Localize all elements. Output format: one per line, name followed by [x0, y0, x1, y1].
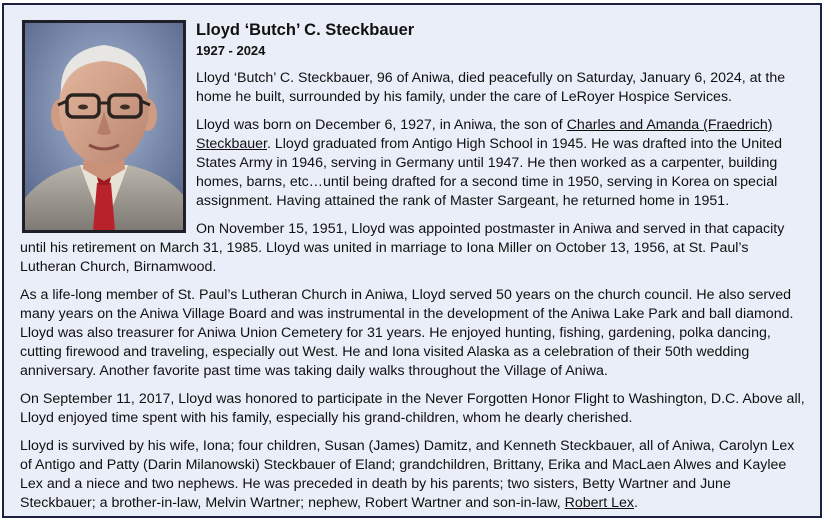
paragraph-community: As a life-long member of St. Paul’s Lutheran Church in Aniwa, Lloyd served 50 years on the church council. He also served many years on the Aniwa Village Board and was instrumental in the development of the Aniwa Lake Park and ball diamond. Lloyd was also treasurer for Aniwa Union Cemetery for 31 years. He enjoyed hunting, fishing, gardening, polka dancing, cutting firewood and traveling, especially out West. He and Iona visited Alaska as a celebration of their 50th wedding anniversary. Another favorite past time was taking daily walks throughout the Village of Aniwa.: [20, 287, 794, 379]
paragraph-text: .: [634, 495, 638, 511]
paragraph-survivors: [20, 437, 806, 513]
robert-lex-link[interactable]: Robert Lex: [564, 495, 635, 511]
paragraph-death-notice: Lloyd ‘Butch’ C. Steckbauer, 96 of Aniwa, died peacefully on Saturday, January 6, 2024, at the home he built, surrounded by his family, under the care of LeRoyer Hospice Services.: [196, 70, 786, 105]
paragraph-honor-flight: On September 11, 2017, Lloyd was honored to participate in the Never Forgotten Honor Flight to Washington, D.C. Above all, Lloyd enjoyed time spent with his family, especially his grand-children, whom he dearly cherished.: [20, 391, 805, 426]
obituary-text: [20, 18, 806, 522]
paragraph-text: . Lloyd graduated from Antigo High School in 1945. He was drafted into the United States Army in 1946, serving in Germany until 1947. He then worked as a carpenter, building homes, barns, etc…until being drafted for a second time in 1950, serving in Korea on special assignment. Having attained the rank of Master Sargeant, he returned home in 1951.: [196, 136, 783, 209]
photo-spacer: [20, 18, 196, 236]
paragraph-career: On November 15, 1951, Lloyd was appointed postmaster in Aniwa and served in that capacity until his retirement on March 31, 1985. Lloyd was united in marriage to Iona Miller on October 13, 1956, at St. Paul’s Lutheran Church, Birnamwood.: [20, 221, 785, 275]
paragraph-text: Lloyd was born on December 6, 1927, in Aniwa, the son of: [196, 117, 567, 133]
parents-link[interactable]: Charles and Amanda (Fraedrich) Steckbauer: [196, 117, 773, 152]
paragraph-text: Lloyd is survived by his wife, Iona; four children, Susan (James) Damitz, and Kenneth Steckbauer, all of Aniwa, Carolyn Lex of Antigo and Patty (Darin Milanowski) Steckbauer of Eland; grandchildren, Brittany, Erika and MacLaen Alwes and Kaylee Lex and a niece and two nephews. He was preceded in death by his parents; two sisters, Betty Wartner and June Steckbauer; a brother-in-law, Melvin Wartner; nephew, Robert Wartner and son-in-law,: [20, 438, 795, 511]
obituary-panel: [2, 3, 822, 518]
life-years: 1927 - 2024: [196, 43, 266, 58]
deceased-name: Lloyd ‘Butch’ C. Steckbauer: [196, 21, 415, 39]
